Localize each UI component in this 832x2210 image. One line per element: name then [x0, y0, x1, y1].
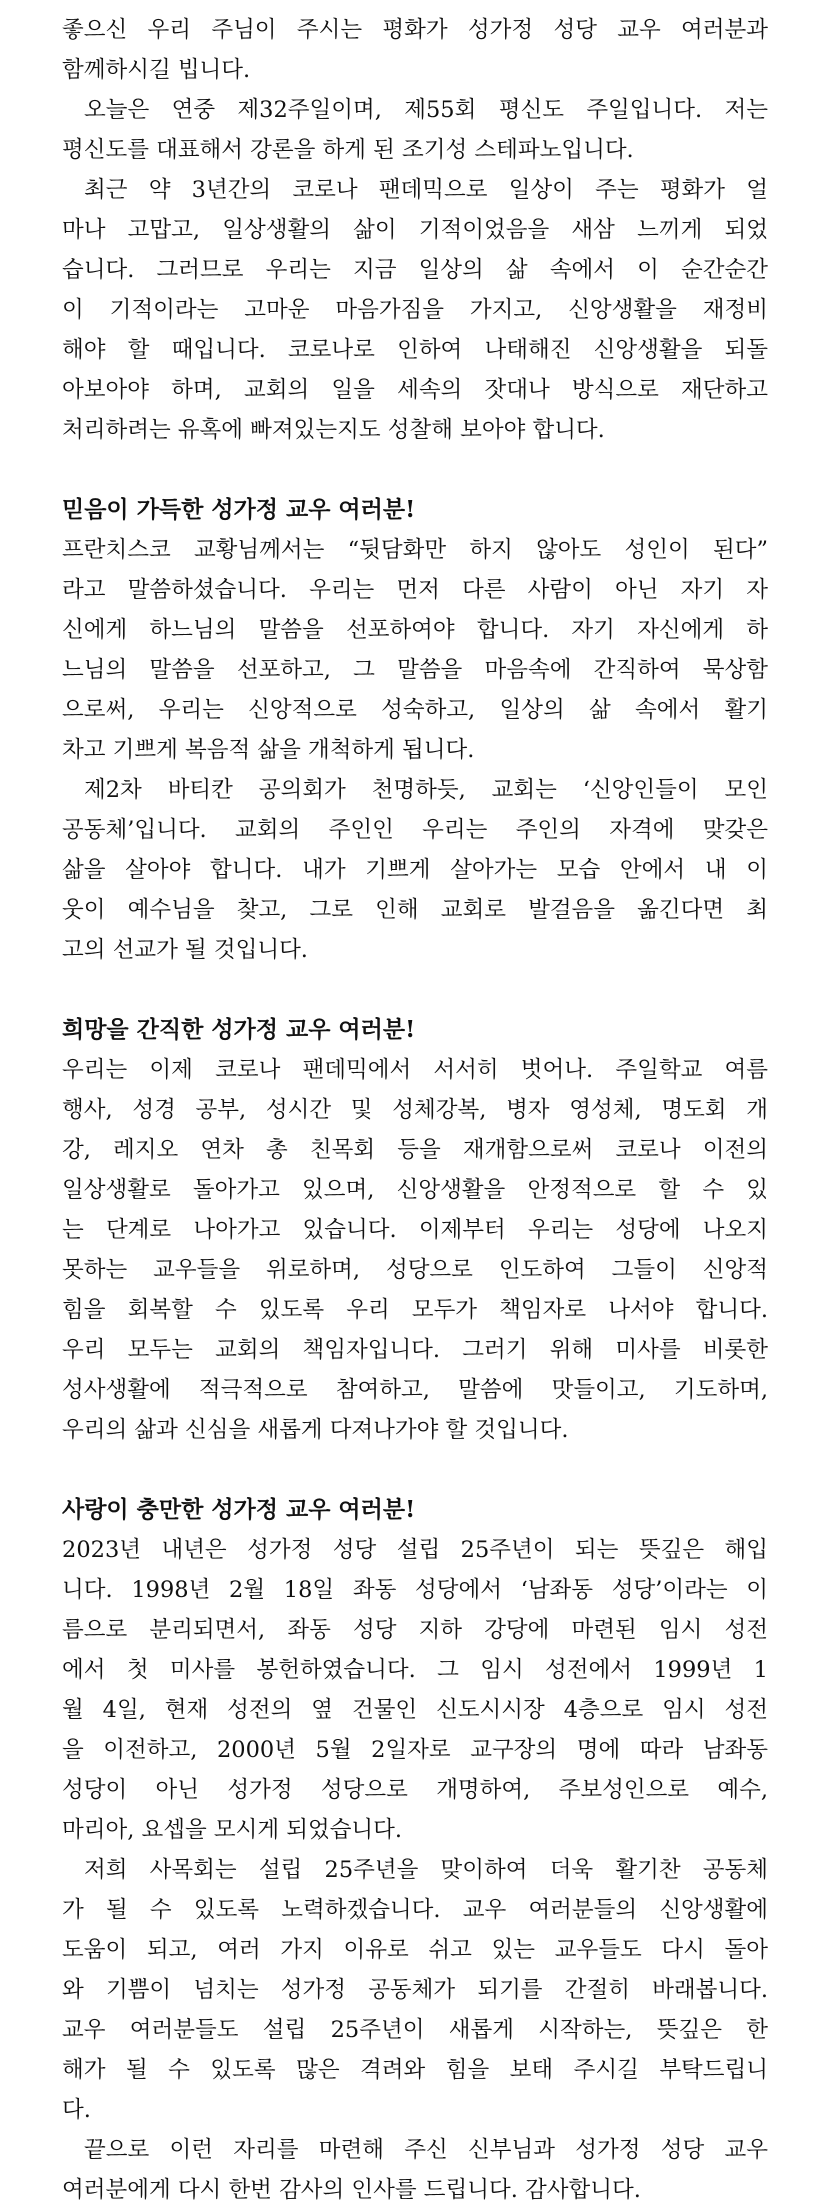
text-line: 좋으신 우리 주님이 주시는 평화가 성가정 성당 교우 여러분과: [62, 17, 768, 43]
text-line: 도움이 되고, 여러 가지 이유로 쉬고 있는 교우들도 다시 돌아: [62, 1937, 768, 1963]
text-line: 이 기적이라는 고마운 마음가짐을 가지고, 신앙생활을 재정비: [62, 297, 768, 323]
text-line: 고의 선교가 될 것입니다.: [62, 937, 308, 963]
text-line: 행사, 성경 공부, 성시간 및 성체강복, 병자 영성체, 명도회 개: [62, 1097, 768, 1123]
section-spacer: [62, 970, 768, 1010]
text-line: 니다. 1998년 2월 18일 좌동 성당에서 ‘남좌동 성당’이라는 이: [62, 1577, 768, 1603]
text-line: 마리아, 요셉을 모시게 되었습니다.: [62, 1817, 403, 1843]
section-body: [62, 1050, 768, 1450]
text-line: 성당이 아닌 성가정 성당으로 개명하여, 주보성인으로 예수,: [62, 1777, 768, 1803]
text-line: 여러분에게 다시 한번 감사의 인사를 드립니다. 감사합니다.: [62, 2177, 641, 2203]
section-hope: [62, 1010, 768, 1450]
section-body: [62, 1530, 768, 2210]
text-line: 름으로 분리되면서, 좌동 성당 지하 강당에 마련된 임시 성전: [62, 1617, 768, 1643]
intro-paragraphs: [62, 10, 768, 450]
text-line: 다.: [62, 2097, 91, 2123]
text-line: 신에게 하느님의 말씀을 선포하여야 합니다. 자기 자신에게 하: [62, 617, 768, 643]
text-line: 힘을 회복할 수 있도록 우리 모두가 책임자로 나서야 합니다.: [62, 1297, 768, 1323]
text-line: 느님의 말씀을 선포하고, 그 말씀을 마음속에 간직하여 묵상함: [62, 657, 768, 683]
text-line: 교우 여러분들도 설립 25주년이 새롭게 시작하는, 뜻깊은 한: [62, 2017, 768, 2043]
text-line: 끝으로 이런 자리를 마련해 주신 신부님과 성가정 성당 교우: [84, 2137, 768, 2163]
text-line: 으로써, 우리는 신앙적으로 성숙하고, 일상의 삶 속에서 활기: [62, 697, 768, 723]
text-line: 우리는 이제 코로나 팬데믹에서 서서히 벗어나. 주일학교 여름: [62, 1057, 768, 1083]
text-line: 프란치스코 교황님께서는 “뒷담화만 하지 않아도 성인이 된다”: [62, 537, 768, 563]
homily-document: [62, 10, 768, 2210]
section-spacer: [62, 450, 768, 490]
text-line: 공동체’입니다. 교회의 주인인 우리는 주인의 자격에 맞갖은: [62, 817, 768, 843]
text-line: 우리 모두는 교회의 책임자입니다. 그러기 위해 미사를 비롯한: [62, 1337, 768, 1363]
text-line: 해가 될 수 있도록 많은 격려와 힘을 보태 주시길 부탁드립니: [62, 2057, 768, 2083]
text-line: 오늘은 연중 제32주일이며, 제55회 평신도 주일입니다. 저는: [84, 97, 768, 123]
text-line: 마나 고맙고, 일상생활의 삶이 기적이었음을 새삼 느끼게 되었: [62, 217, 768, 243]
text-line: 와 기쁨이 넘치는 성가정 공동체가 되기를 간절히 바래봅니다.: [62, 1977, 768, 2003]
text-line: 최근 약 3년간의 코로나 팬데믹으로 일상이 주는 평화가 얼: [84, 177, 768, 203]
text-line: 우리의 삶과 신심을 새롭게 다져나가야 할 것입니다.: [62, 1417, 569, 1443]
text-line: 삶을 살아야 합니다. 내가 기쁘게 살아가는 모습 안에서 내 이: [62, 857, 768, 883]
text-line: 성사생활에 적극적으로 참여하고, 말씀에 맛들이고, 기도하며,: [62, 1377, 768, 1403]
section-heading: 믿음이 가득한 성가정 교우 여러분!: [62, 496, 416, 523]
text-line: 강, 레지오 연차 총 친목회 등을 재개함으로써 코로나 이전의: [62, 1137, 768, 1163]
text-line: 웃이 예수님을 찾고, 그로 인해 교회로 발걸음을 옮긴다면 최: [62, 897, 768, 923]
text-line: 저희 사목회는 설립 25주년을 맞이하여 더욱 활기찬 공동체: [84, 1857, 768, 1883]
section-love: [62, 1490, 768, 2210]
section-faith: [62, 490, 768, 970]
section-spacer: [62, 1450, 768, 1490]
text-line: 월 4일, 현재 성전의 옆 건물인 신도시시장 4층으로 임시 성전: [62, 1697, 768, 1723]
text-line: 제2차 바티칸 공의회가 천명하듯, 교회는 ‘신앙인들이 모인: [84, 777, 768, 803]
text-line: 을 이전하고, 2000년 5월 2일자로 교구장의 명에 따라 남좌동: [62, 1737, 768, 1763]
text-line: 2023년 내년은 성가정 성당 설립 25주년이 되는 뜻깊은 해입: [62, 1537, 768, 1563]
text-line: 아보아야 하며, 교회의 일을 세속의 잣대나 방식으로 재단하고: [62, 377, 768, 403]
text-line: 못하는 교우들을 위로하며, 성당으로 인도하여 그들이 신앙적: [62, 1257, 768, 1283]
text-line: 평신도를 대표해서 강론을 하게 된 조기성 스테파노입니다.: [62, 137, 634, 163]
text-line: 차고 기쁘게 복음적 삶을 개척하게 됩니다.: [62, 737, 475, 763]
text-line: 가 될 수 있도록 노력하겠습니다. 교우 여러분들의 신앙생활에: [62, 1897, 768, 1923]
text-line: 일상생활로 돌아가고 있으며, 신앙생활을 안정적으로 할 수 있: [62, 1177, 768, 1203]
text-line: 습니다. 그러므로 우리는 지금 일상의 삶 속에서 이 순간순간: [62, 257, 768, 283]
text-line: 처리하려는 유혹에 빠져있는지도 성찰해 보아야 합니다.: [62, 417, 605, 443]
section-heading: 희망을 간직한 성가정 교우 여러분!: [62, 1016, 416, 1043]
section-body: [62, 530, 768, 970]
section-heading: 사랑이 충만한 성가정 교우 여러분!: [62, 1496, 416, 1523]
text-line: 에서 첫 미사를 봉헌하였습니다. 그 임시 성전에서 1999년 1: [62, 1657, 768, 1683]
text-line: 라고 말씀하셨습니다. 우리는 먼저 다른 사람이 아닌 자기 자: [62, 577, 768, 603]
text-line: 는 단계로 나아가고 있습니다. 이제부터 우리는 성당에 나오지: [62, 1217, 768, 1243]
text-line: 함께하시길 빕니다.: [62, 57, 251, 83]
text-line: 해야 할 때입니다. 코로나로 인하여 나태해진 신앙생활을 되돌: [62, 337, 768, 363]
